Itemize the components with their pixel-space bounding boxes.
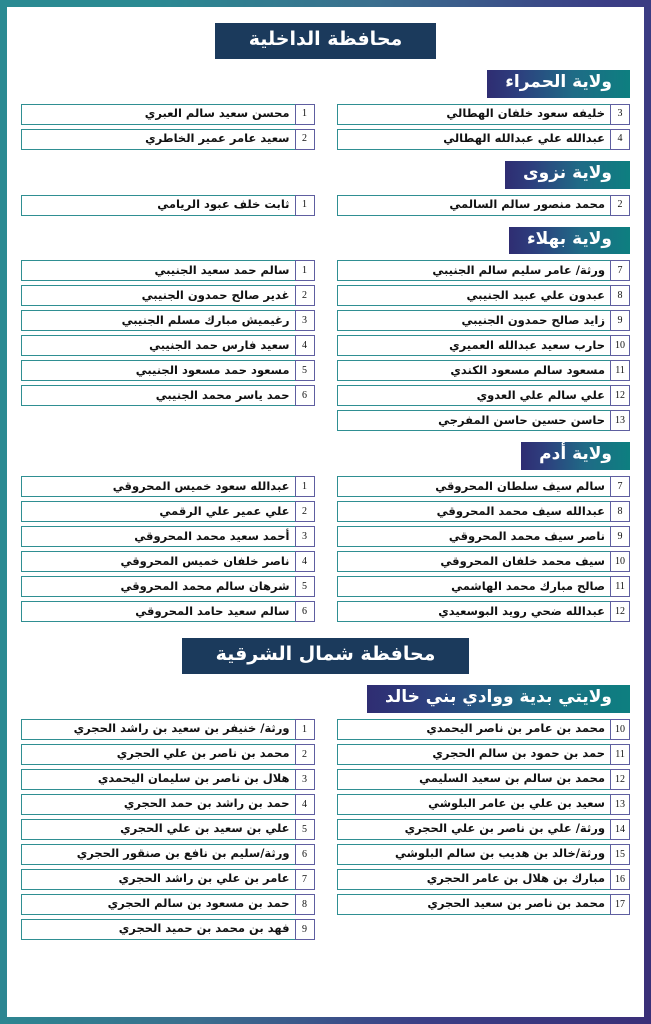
table-row: [21, 919, 315, 940]
name-cell: سالم سيف سلطان المحروقي: [337, 476, 611, 497]
table-row: [337, 285, 631, 306]
row-number-cell: 2: [295, 129, 315, 150]
table-row: [21, 551, 315, 572]
wilaya-heading-wrapper: [21, 161, 630, 189]
row-number-cell: 11: [610, 360, 630, 381]
name-cell: علي عمير علي الرقمي: [21, 501, 295, 522]
table-row: [21, 129, 315, 150]
name-cell: حاسن حسين حاسن المفرجي: [337, 410, 611, 431]
table-row: [21, 285, 315, 306]
table-row: [337, 819, 631, 840]
wilaya-title: ولاية الحمراء: [487, 70, 630, 98]
name-column-left: [337, 195, 631, 216]
table-row: [21, 794, 315, 815]
name-cell: محمد بن سالم بن سعيد السليمي: [337, 769, 611, 790]
governorate-banner-wrapper: [21, 23, 630, 59]
wilaya-name-columns: [21, 195, 630, 216]
name-cell: خليفه سعود خلفان الهطالي: [337, 104, 611, 125]
name-cell: علي بن سعيد بن علي الحجري: [21, 819, 295, 840]
table-row: [337, 601, 631, 622]
row-number-cell: 3: [610, 104, 630, 125]
row-number-cell: 11: [610, 576, 630, 597]
name-cell: شرهان سالم محمد المحروقي: [21, 576, 295, 597]
name-column-right: [21, 195, 315, 216]
row-number-cell: 4: [295, 794, 315, 815]
name-column-right: [21, 260, 315, 406]
table-row: [21, 310, 315, 331]
name-cell: ورثة/سليم بن نافع بن صنقور الحجري: [21, 844, 295, 865]
row-number-cell: 8: [295, 894, 315, 915]
row-number-cell: 8: [610, 285, 630, 306]
table-row: [21, 360, 315, 381]
name-cell: سعيد عامر عمير الخاطري: [21, 129, 295, 150]
table-row: [337, 129, 631, 150]
name-cell: حمد ياسر محمد الجنيبي: [21, 385, 295, 406]
wilaya-name-columns: [21, 260, 630, 431]
name-cell: مسعود حمد مسعود الجنيبي: [21, 360, 295, 381]
row-number-cell: 13: [610, 410, 630, 431]
table-row: [337, 769, 631, 790]
governorate-title: محافظة شمال الشرقية: [182, 638, 470, 674]
table-row: [21, 335, 315, 356]
name-cell: ورثة/خالد بن هديب بن سالم البلوشي: [337, 844, 611, 865]
row-number-cell: 7: [610, 260, 630, 281]
table-row: [337, 869, 631, 890]
name-cell: حارب سعيد عبدالله العميري: [337, 335, 611, 356]
table-row: [337, 360, 631, 381]
name-cell: غدير صالح حمدون الجنيبي: [21, 285, 295, 306]
table-row: [21, 869, 315, 890]
wilaya-heading-wrapper: [21, 442, 630, 470]
name-cell: مبارك بن هلال بن عامر الحجري: [337, 869, 611, 890]
table-row: [337, 526, 631, 547]
table-row: [337, 894, 631, 915]
name-cell: حمد بن راشد بن حمد الحجري: [21, 794, 295, 815]
table-row: [21, 719, 315, 740]
wilaya-name-columns: [21, 719, 630, 940]
table-row: [21, 819, 315, 840]
name-cell: محمد بن ناصر بن علي الحجري: [21, 744, 295, 765]
name-cell: فهد بن محمد بن حميد الحجري: [21, 919, 295, 940]
row-number-cell: 9: [610, 526, 630, 547]
name-cell: ناصر خلفان خميس المحروقي: [21, 551, 295, 572]
row-number-cell: 12: [610, 769, 630, 790]
name-column-right: [21, 104, 315, 150]
row-number-cell: 7: [610, 476, 630, 497]
name-cell: سعيد فارس حمد الجنيبي: [21, 335, 295, 356]
name-column-left: [337, 104, 631, 150]
row-number-cell: 2: [295, 501, 315, 522]
name-cell: عبدالله سيف محمد المحروقي: [337, 501, 611, 522]
name-cell: حمد بن مسعود بن سالم الحجري: [21, 894, 295, 915]
row-number-cell: 10: [610, 335, 630, 356]
row-number-cell: 5: [295, 819, 315, 840]
row-number-cell: 13: [610, 794, 630, 815]
name-cell: ثابت خلف عبود الريامي: [21, 195, 295, 216]
row-number-cell: 12: [610, 385, 630, 406]
name-cell: سالم حمد سعيد الجنيبي: [21, 260, 295, 281]
name-cell: سعيد بن علي بن عامر البلوشي: [337, 794, 611, 815]
table-row: [337, 310, 631, 331]
name-cell: محمد منصور سالم السالمي: [337, 195, 611, 216]
name-cell: محمد بن ناصر بن سعيد الحجري: [337, 894, 611, 915]
name-cell: عبدون علي عبيد الجنيبي: [337, 285, 611, 306]
name-cell: عبدالله سعود خميس المحروقي: [21, 476, 295, 497]
governorate-title: محافظة الداخلية: [215, 23, 437, 59]
row-number-cell: 6: [295, 844, 315, 865]
table-row: [337, 501, 631, 522]
table-row: [337, 844, 631, 865]
row-number-cell: 1: [295, 260, 315, 281]
name-cell: مسعود سالم مسعود الكندي: [337, 360, 611, 381]
row-number-cell: 10: [610, 551, 630, 572]
table-row: [21, 769, 315, 790]
name-column-left: [337, 260, 631, 431]
row-number-cell: 4: [295, 335, 315, 356]
row-number-cell: 7: [295, 869, 315, 890]
table-row: [337, 410, 631, 431]
name-cell: سيف محمد خلفان المحروقي: [337, 551, 611, 572]
row-number-cell: 3: [295, 526, 315, 547]
table-row: [21, 526, 315, 547]
row-number-cell: 15: [610, 844, 630, 865]
table-row: [21, 260, 315, 281]
name-column-right: [21, 719, 315, 940]
wilaya-title: ولاية نزوى: [505, 161, 630, 189]
governorate-banner-wrapper: [21, 638, 630, 674]
name-cell: ورثة/ خنيفر بن سعيد بن راشد الحجري: [21, 719, 295, 740]
row-number-cell: 3: [295, 769, 315, 790]
name-cell: عامر بن علي بن راشد الحجري: [21, 869, 295, 890]
name-cell: سالم سعيد حامد المحروقي: [21, 601, 295, 622]
row-number-cell: 1: [295, 719, 315, 740]
name-column-left: [337, 719, 631, 915]
table-row: [337, 576, 631, 597]
row-number-cell: 11: [610, 744, 630, 765]
name-cell: علي سالم علي العدوي: [337, 385, 611, 406]
name-cell: زايد صالح حمدون الجنيبي: [337, 310, 611, 331]
row-number-cell: 4: [610, 129, 630, 150]
governorates-container: [21, 23, 630, 940]
table-row: [337, 744, 631, 765]
row-number-cell: 2: [295, 285, 315, 306]
table-row: [337, 195, 631, 216]
wilaya-name-columns: [21, 476, 630, 622]
name-cell: هلال بن ناصر بن سليمان اليحمدي: [21, 769, 295, 790]
table-row: [21, 744, 315, 765]
row-number-cell: 9: [610, 310, 630, 331]
name-cell: حمد بن حمود بن سالم الحجري: [337, 744, 611, 765]
wilaya-heading-wrapper: [21, 70, 630, 98]
table-row: [21, 576, 315, 597]
table-row: [337, 385, 631, 406]
wilaya-title: ولاية أدم: [521, 442, 630, 470]
row-number-cell: 1: [295, 476, 315, 497]
name-cell: عبدالله ضحي رويد البوسعيدي: [337, 601, 611, 622]
row-number-cell: 2: [295, 744, 315, 765]
table-row: [21, 501, 315, 522]
row-number-cell: 4: [295, 551, 315, 572]
name-cell: محمد بن عامر بن ناصر اليحمدي: [337, 719, 611, 740]
name-cell: ورثة/ عامر سليم سالم الجنيبي: [337, 260, 611, 281]
row-number-cell: 10: [610, 719, 630, 740]
document-content-area: [7, 7, 644, 1017]
table-row: [21, 601, 315, 622]
name-cell: صالح مبارك محمد الهاشمي: [337, 576, 611, 597]
row-number-cell: 5: [295, 360, 315, 381]
table-row: [337, 104, 631, 125]
row-number-cell: 1: [295, 195, 315, 216]
row-number-cell: 5: [295, 576, 315, 597]
row-number-cell: 2: [610, 195, 630, 216]
table-row: [337, 260, 631, 281]
name-cell: ورثة/ علي بن ناصر بن علي الحجري: [337, 819, 611, 840]
wilaya-heading-wrapper: [21, 227, 630, 255]
name-cell: رغيميش مبارك مسلم الجنيبي: [21, 310, 295, 331]
row-number-cell: 9: [295, 919, 315, 940]
row-number-cell: 1: [295, 104, 315, 125]
row-number-cell: 16: [610, 869, 630, 890]
name-column-left: [337, 476, 631, 622]
row-number-cell: 12: [610, 601, 630, 622]
table-row: [21, 195, 315, 216]
row-number-cell: 14: [610, 819, 630, 840]
table-row: [21, 476, 315, 497]
row-number-cell: 17: [610, 894, 630, 915]
table-row: [337, 794, 631, 815]
table-row: [337, 335, 631, 356]
wilaya-title: ولايتي بدية ووادي بني خالد: [367, 685, 630, 713]
table-row: [21, 104, 315, 125]
name-cell: أحمد سعيد محمد المحروقي: [21, 526, 295, 547]
row-number-cell: 6: [295, 385, 315, 406]
table-row: [337, 719, 631, 740]
name-cell: عبدالله علي عبدالله الهطالي: [337, 129, 611, 150]
name-cell: ناصر سيف محمد المحروقي: [337, 526, 611, 547]
row-number-cell: 8: [610, 501, 630, 522]
wilaya-name-columns: [21, 104, 630, 150]
table-row: [337, 551, 631, 572]
table-row: [21, 385, 315, 406]
row-number-cell: 3: [295, 310, 315, 331]
table-row: [21, 844, 315, 865]
row-number-cell: 6: [295, 601, 315, 622]
wilaya-heading-wrapper: [21, 685, 630, 713]
table-row: [21, 894, 315, 915]
name-column-right: [21, 476, 315, 622]
wilaya-title: ولاية بهلاء: [509, 227, 630, 255]
name-cell: محسن سعيد سالم العبري: [21, 104, 295, 125]
table-row: [337, 476, 631, 497]
